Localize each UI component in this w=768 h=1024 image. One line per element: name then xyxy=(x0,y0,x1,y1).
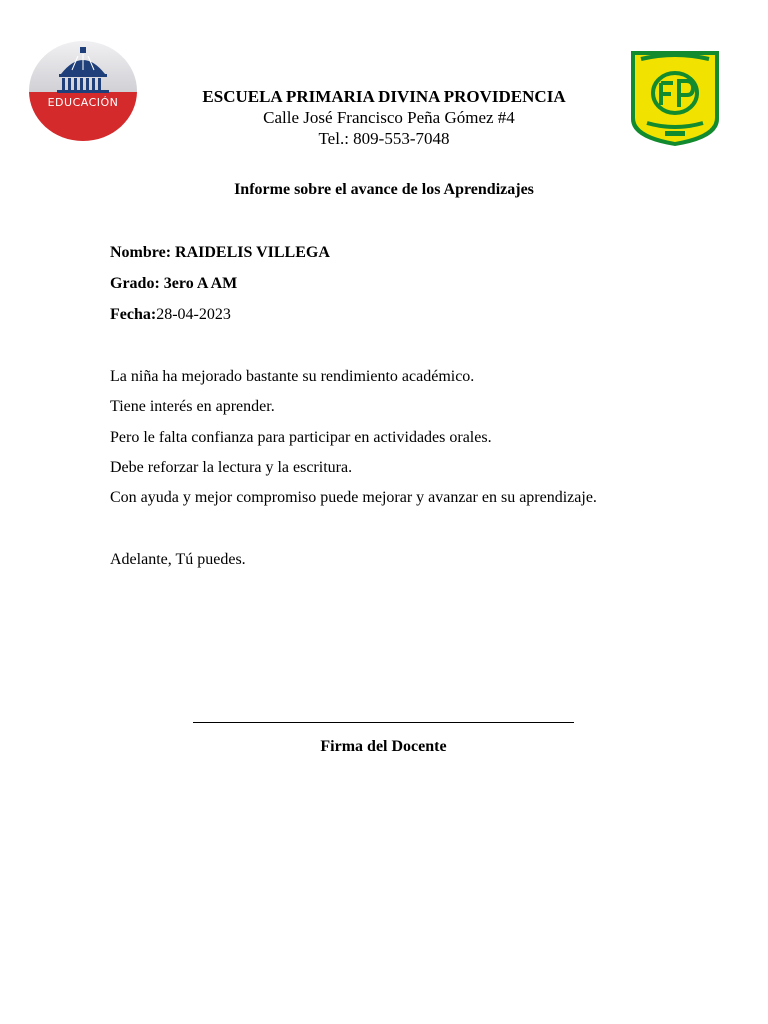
comment-line: La niña ha mejorado bastante su rendimiento académico. xyxy=(110,368,475,385)
student-name-field xyxy=(110,243,330,263)
signature-line xyxy=(193,722,574,723)
school-address: Calle José Francisco Peña Gómez #4 xyxy=(263,108,515,127)
report-date-field xyxy=(110,305,231,325)
comment-line: Debe reforzar la lectura y la escritura. xyxy=(110,459,353,476)
student-grade-value: 3ero A AM xyxy=(163,275,238,292)
school-phone: Tel.: 809-553-7048 xyxy=(318,129,450,148)
dome-icon xyxy=(28,40,138,142)
student-name-label: Nombre: xyxy=(110,244,176,261)
signature-label: Firma del Docente xyxy=(320,738,447,755)
student-grade-field xyxy=(110,274,237,294)
report-date-label: Fecha: xyxy=(110,306,157,323)
school-name: ESCUELA PRIMARIA DIVINA PROVIDENCIA xyxy=(202,87,566,106)
closing-remark: Adelante, Tú puedes. xyxy=(110,551,246,568)
comment-line: Pero le falta confianza para participar en actividades orales. xyxy=(110,429,492,446)
report-title: Informe sobre el avance de los Aprendizajes xyxy=(234,181,534,198)
comment-line: Tiene interés en aprender. xyxy=(110,398,275,415)
education-logo xyxy=(28,40,138,142)
comment-line: Con ayuda y mejor compromiso puede mejorar y avanzar en su aprendizaje. xyxy=(110,489,597,506)
student-grade-label: Grado: xyxy=(110,275,164,292)
education-logo-text: EDUCACIÓN xyxy=(47,96,119,109)
student-name-value: RAIDELIS VILLEGA xyxy=(175,244,330,261)
school-crest xyxy=(627,47,723,149)
school-shield-icon xyxy=(627,47,723,149)
report-date-value: 28-04-2023 xyxy=(156,306,231,323)
